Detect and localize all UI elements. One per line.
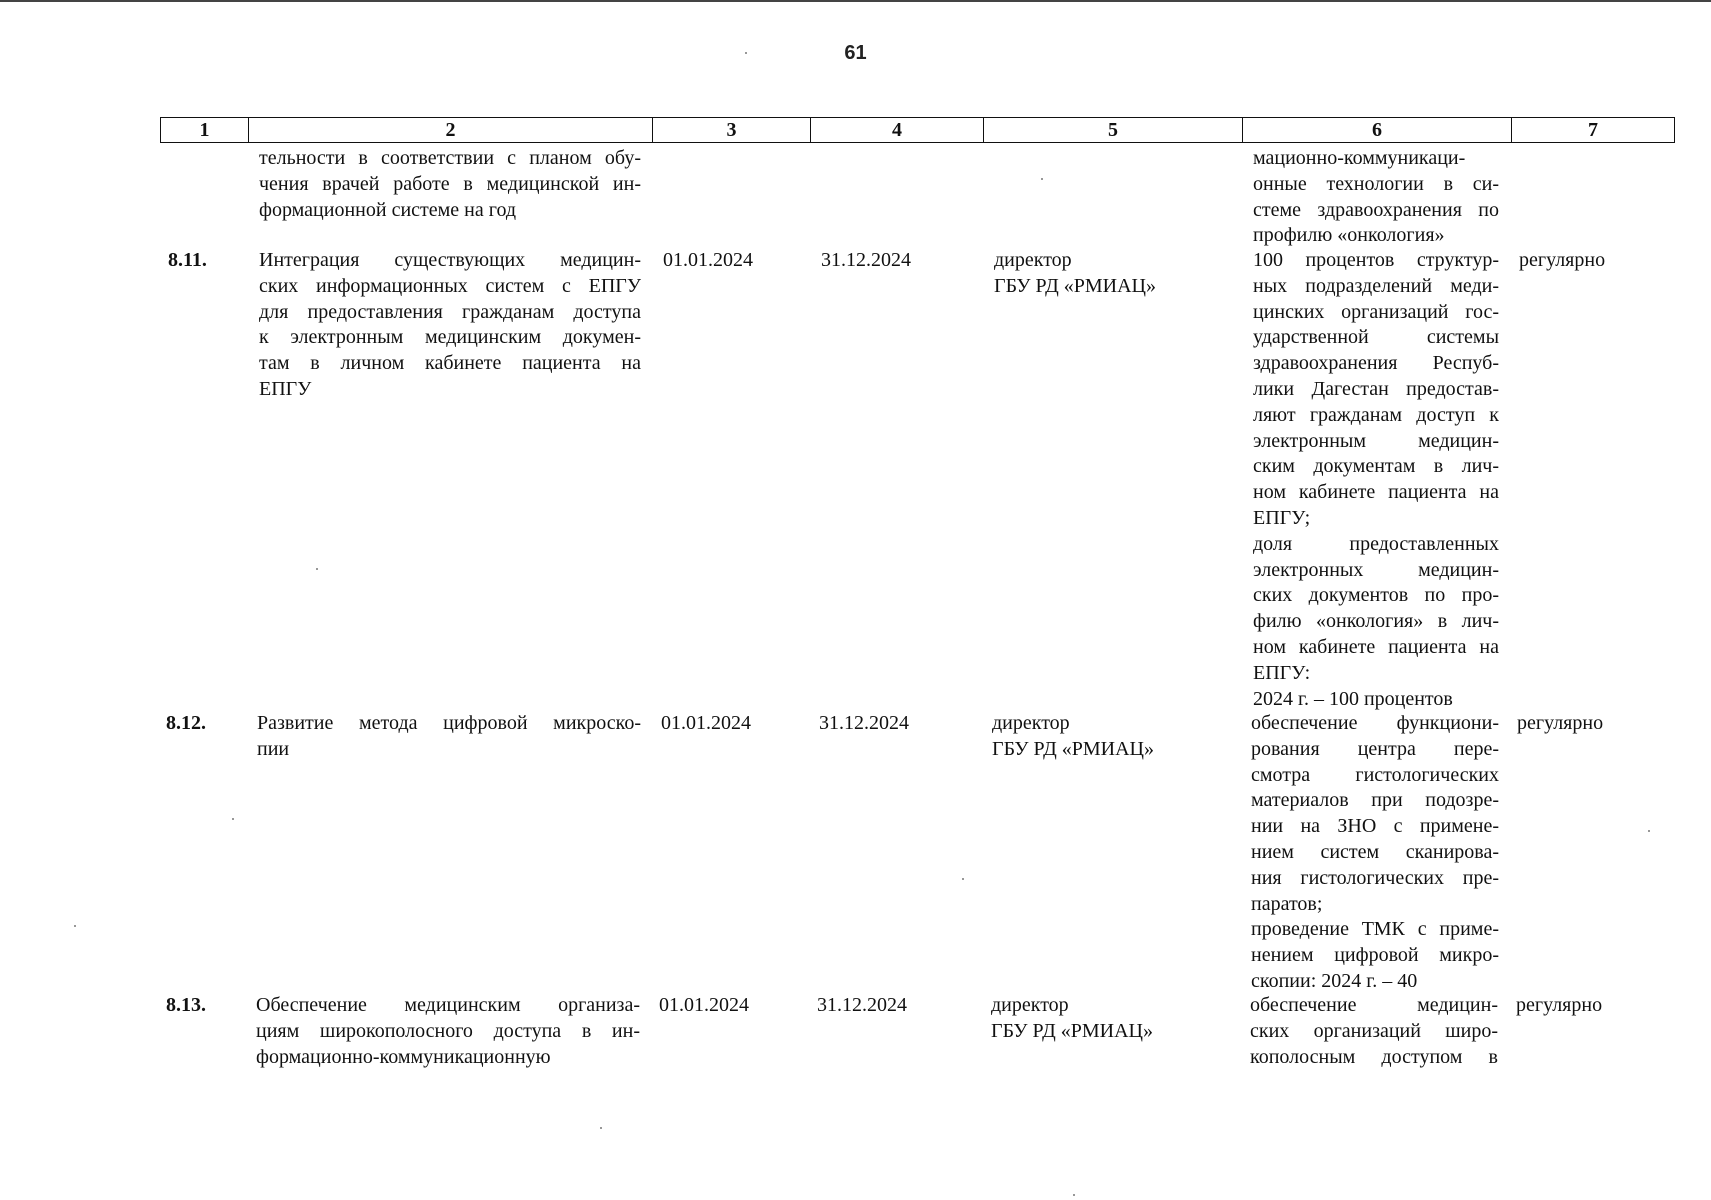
text-line: нением цифровой микро-: [1251, 944, 1499, 967]
column-number-2: 2: [249, 118, 653, 143]
text-line: обеспечение медицин-: [1250, 994, 1498, 1016]
text-line: нием систем сканирова-: [1251, 840, 1499, 863]
text-line: здравоохранения Респуб-: [1253, 352, 1499, 375]
column-number-3: 3: [653, 118, 811, 143]
text-line: тельности в соответствии с планом обу-: [259, 147, 641, 169]
text-line: Развитие метода цифровой микроско-: [257, 712, 641, 734]
text-line: смотра гистологических: [1251, 763, 1499, 786]
text-line: ских информационных систем с ЕПГУ: [259, 274, 641, 297]
scan-speck: [962, 878, 964, 880]
text-line: Интеграция существующих медицин-: [259, 249, 641, 271]
scan-top-edge: [0, 0, 1711, 2]
text-line: электронных медицин-: [1253, 558, 1499, 581]
text-line: ном кабинете пациента на: [1253, 481, 1499, 504]
text-line: 100 процентов структур-: [1253, 249, 1499, 271]
end-date: 31.12.2024: [819, 712, 909, 734]
frequency: регулярно: [1517, 712, 1604, 734]
frequency: регулярно: [1516, 994, 1603, 1016]
text-line: ЕПГУ: [259, 377, 312, 400]
expected-result: [1253, 248, 1499, 712]
text-line: директор: [992, 712, 1070, 734]
text-line: рования центра пере-: [1251, 737, 1499, 760]
text-line: формационной системе на год: [259, 198, 517, 221]
text-line: ударственной системы: [1253, 326, 1499, 349]
start-date: 01.01.2024: [661, 712, 751, 734]
text-line: проведение ТМК с приме-: [1251, 918, 1499, 941]
end-date: 31.12.2024: [821, 249, 911, 271]
scan-speck: [316, 568, 318, 570]
text-line: кополосным доступом в: [1250, 1045, 1498, 1068]
text-line: профилю «онкология»: [1253, 224, 1445, 247]
expected-result: [1250, 993, 1498, 1070]
text-line: скопии: 2024 г. – 40: [1251, 969, 1418, 992]
scan-speck: [1648, 830, 1650, 832]
text-line: онные технологии в си-: [1253, 172, 1499, 195]
text-line: ским документам в лич-: [1253, 455, 1499, 478]
frequency: регулярно: [1519, 249, 1606, 271]
text-line: стеме здравоохранения по: [1253, 198, 1499, 221]
scan-speck: [1073, 1194, 1075, 1196]
text-line: ных подразделений меди-: [1253, 274, 1499, 297]
text-line: паратов;: [1251, 892, 1323, 915]
responsible-party: [994, 248, 1156, 300]
row-number: 8.13.: [166, 994, 206, 1016]
text-line: обеспечение функциони-: [1251, 712, 1499, 734]
scan-speck: [600, 1127, 602, 1129]
responsible-party: [992, 711, 1154, 763]
text-line: директор: [991, 994, 1069, 1016]
row-number: 8.11.: [168, 249, 207, 271]
end-date: 31.12.2024: [817, 994, 907, 1016]
text-line: ляют гражданам доступ к: [1253, 403, 1499, 426]
scan-speck: [1041, 178, 1043, 180]
scan-speck: [232, 818, 234, 820]
continuation-description: [259, 146, 641, 223]
text-line: ГБУ РД «РМИАЦ»: [991, 1019, 1154, 1042]
column-number-4: 4: [811, 118, 984, 143]
text-line: чения врачей работе в медицинской ин-: [259, 172, 641, 195]
text-line: директор: [994, 249, 1072, 271]
text-line: материалов при подозре-: [1251, 789, 1499, 812]
text-line: ГБУ РД «РМИАЦ»: [992, 737, 1155, 760]
row-description: [259, 248, 641, 403]
text-line: электронным медицин-: [1253, 429, 1499, 452]
text-line: там в личном кабинете пациента на: [259, 352, 641, 375]
text-line: ГБУ РД «РМИАЦ»: [994, 274, 1157, 297]
text-line: циям широкополосного доступа в ин-: [256, 1019, 640, 1042]
row-description: [257, 711, 641, 763]
text-line: ния гистологических пре-: [1251, 866, 1499, 889]
text-line: ских организаций широ-: [1250, 1019, 1498, 1042]
column-number-1: 1: [161, 118, 249, 143]
text-line: пии: [257, 737, 290, 760]
page-number: 61: [844, 42, 867, 64]
text-line: ном кабинете пациента на: [1253, 635, 1499, 658]
text-line: ЕПГУ:: [1253, 661, 1311, 684]
scan-speck: [74, 925, 76, 927]
expected-result: [1251, 711, 1499, 995]
text-line: Обеспечение медицинским организа-: [256, 994, 640, 1016]
text-line: к электронным медицинским докумен-: [259, 326, 641, 349]
continuation-result: [1253, 146, 1499, 249]
text-line: формационно-коммуникационную: [256, 1045, 551, 1068]
text-line: филю «онкология» в лич-: [1253, 610, 1499, 633]
column-number-6: 6: [1243, 118, 1512, 143]
scan-speck: [745, 52, 747, 54]
row-number: 8.12.: [166, 712, 206, 734]
text-line: доля предоставленных: [1253, 532, 1499, 555]
column-number-7: 7: [1512, 118, 1675, 143]
text-line: мационно-коммуникаци-: [1253, 147, 1466, 169]
text-line: для предоставления гражданам доступа: [259, 300, 641, 323]
start-date: 01.01.2024: [663, 249, 753, 271]
text-line: 2024 г. – 100 процентов: [1253, 687, 1453, 710]
start-date: 01.01.2024: [659, 994, 749, 1016]
table-header: [160, 117, 1675, 143]
column-number-5: 5: [984, 118, 1243, 143]
text-line: лики Дагестан предостав-: [1253, 377, 1499, 400]
row-description: [256, 993, 640, 1070]
text-line: ЕПГУ;: [1253, 506, 1311, 529]
text-line: цинских организаций гос-: [1253, 300, 1499, 323]
text-line: нии на ЗНО с примене-: [1251, 815, 1499, 838]
responsible-party: [991, 993, 1153, 1045]
text-line: ских документов по про-: [1253, 584, 1499, 607]
header-row: [161, 118, 1675, 143]
